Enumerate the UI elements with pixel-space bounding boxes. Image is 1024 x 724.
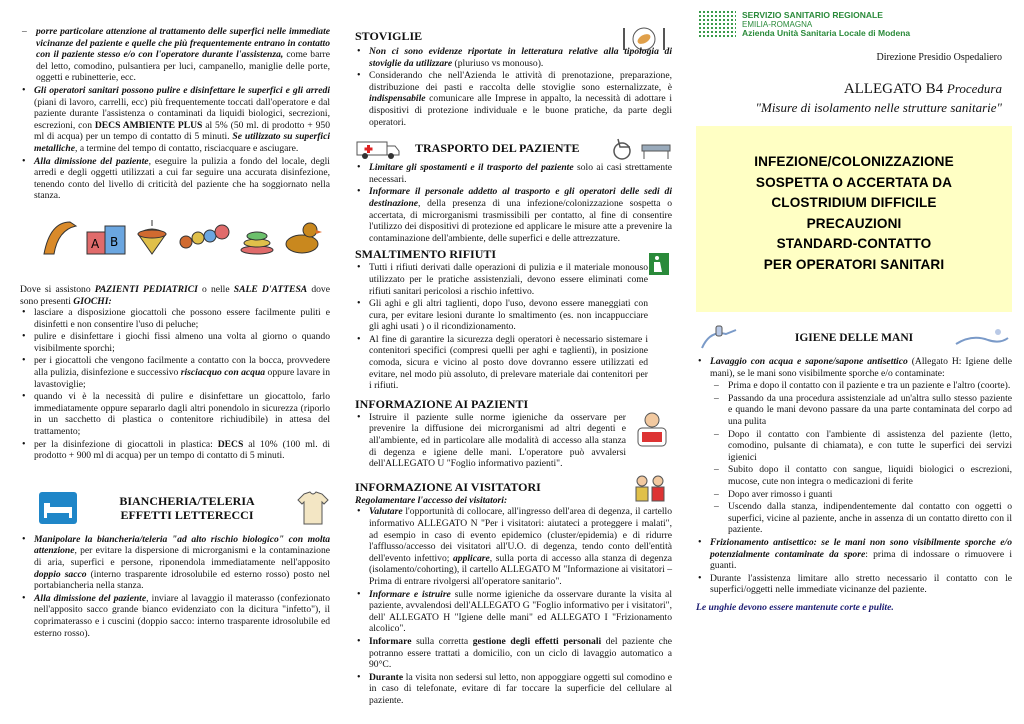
- toys-illustration: [40, 212, 322, 256]
- title-line: STANDARD-CONTATTO: [776, 236, 932, 251]
- list-item: • Lavaggio con acqua e sapone/sapone antisettico (Allegato H: Igiene delle mani), se le mani sono visibilmente sporche e/o contaminate:: [710, 356, 1012, 379]
- spinning-top-icon: [132, 216, 172, 256]
- stoviglie-title: STOVIGLIE: [355, 28, 423, 43]
- list-item: • Frizionamento antisettico: se le mani non sono visibilmente sporche e/o potenzialmente contaminate da spore: prima di indossare o rimuovere i guanti.: [710, 537, 1012, 572]
- frizionamento-list: [696, 537, 1012, 596]
- visitors-icon: [630, 473, 670, 503]
- svg-text:B: B: [110, 234, 119, 249]
- trasporto-header: [355, 134, 672, 162]
- biancheria-header: [38, 490, 330, 526]
- patient-in-bed-icon: [632, 410, 672, 452]
- list-item: • lasciare a disposizione giocattoli che possono essere facilmente puliti e disinfetti e non consentire l'uso di peluche;: [34, 307, 330, 330]
- info-pazienti-list: [355, 412, 672, 470]
- list-item: • Tutti i rifiuti derivati dalle operazioni di pulizia e il materiale monouso utilizzato per le pratiche assistenziali, devono essere eliminati come rifiuti sanitari pericolosi a rischio infettivo.: [369, 262, 648, 297]
- list-item: • pulire e disinfettare i giochi fissi almeno una volta al giorno o quando visibilmente sporchi;: [34, 331, 330, 354]
- list-item: – Subito dopo il contatto con sangue, liquidi biologici o escrezioni, mucose, cute non integra o medicazioni di ferite: [728, 464, 1012, 487]
- pediatric-intro: Dove si assistono PAZIENTI PEDIATRICI o nelle SALE D'ATTESA dove sono presenti GIOCHI:: [20, 283, 330, 307]
- blocks-toy-icon: [85, 216, 127, 256]
- lavaggio-list: [696, 356, 1012, 379]
- visitatori-list: [355, 506, 672, 706]
- direzione: Direzione Presidio Ospedaliero: [876, 52, 1002, 63]
- list-item: • Informare sulla corretta gestione degli effetti personali del paziente che potranno essere trattati a domicilio, con un ciclo di lavaggio automatico a 90°C.: [369, 636, 672, 671]
- top-dash-list: [20, 26, 330, 84]
- shirt-icon: [296, 490, 330, 526]
- caterpillar-toy-icon: [178, 216, 232, 256]
- footer-note: Le unghie devono essere mantenute corte e pulite.: [696, 601, 894, 613]
- list-item: • Informare e istruire sulle norme igieniche da osservare durante la visita al paziente, avvalendosi dell'ALLEGATO G "Foglio informativo per i visitatori", dell' ALLEGATO H "Igiene delle mani" ed ALLEGATO I "Frizionamento alcolico".: [369, 589, 672, 635]
- list-item: • Alla dimissione del paziente, eseguire la pulizia a fondo del locale, degli arredi e degli oggetti utilizzati a cui far seguire una accurata disinfezione, tenendo conto del livello di criticità del paziente che ha soggiornato nella stanza.: [34, 156, 330, 202]
- info-visitatori-title: INFORMAZIONE AI VISITATORI: [355, 480, 541, 495]
- list-item: • quando vi è la necessità di pulire e disinfettare un giocattolo, farlo immediatamente oppure separarlo dagli altri ponendolo in sicurezza (riporlo in un sacchetto di plastica o contenitore richiudibile) in attesa del trattamento;: [34, 391, 330, 437]
- toys-rules-list: [20, 307, 330, 462]
- smaltimento-list: [355, 262, 672, 392]
- stoviglie-list: [355, 46, 672, 128]
- smaltimento-header: [355, 247, 672, 262]
- column-right: [688, 0, 1024, 724]
- title-line: PRECAUZIONI: [806, 215, 902, 231]
- biancheria-list: [20, 534, 330, 639]
- hand-rub-icon: [696, 324, 756, 352]
- title-box: [696, 126, 1012, 312]
- igiene-header: [696, 324, 1012, 352]
- bed-icon: [38, 491, 78, 525]
- list-item: – Passando da una procedura assistenziale ad un'altra sullo stesso paziente e quando le mani devono passare da una parte contaminata del corpo ad una pulita: [728, 393, 1012, 428]
- trasporto-list: [355, 162, 672, 244]
- column-middle: [347, 0, 680, 724]
- list-item: – Uscendo dalla stanza, indipendentemente dal contatto con oggetti o superfici, vicine al paziente, anche in assenza di un contatto diretto con il paziente.: [728, 501, 1012, 536]
- stacking-rings-icon: [237, 216, 277, 256]
- slide-toy-icon: [40, 216, 80, 256]
- allegato-title: ALLEGATO B4 Procedura: [843, 81, 1002, 97]
- list-item: – Dopo aver rimosso i guanti: [728, 489, 1012, 501]
- list-item: • Al fine di garantire la sicurezza degli operatori è necessario sistemare i contenitori specifici (compresi quelli per aghi e taglienti), in posizione comoda, sicura e vicino al posto dove dovranno essere utilizzati ed evitare, nel modo più assoluto, di prelevare materiale dai contenitori per i rifiuti.: [369, 334, 648, 392]
- title-line: INFEZIONE/COLONIZZAZIONE: [754, 154, 954, 169]
- column-left: [0, 0, 340, 724]
- lavaggio-cases-list: [696, 380, 1012, 536]
- list-item: • Gli aghi e gli altri taglienti, dopo l'uso, devono essere maneggiati con cura, per evitare lesioni durante lo smaltimento (es. non incappucciare gli aghi usati ) o il ricondizionamento.: [369, 298, 648, 333]
- list-item: • Manipolare la biancheria/teleria "ad alto rischio biologico" con molta attenzione, per evitare la dispersione di microrganismi e la contaminazione di aria, superfici e persone, riponendola immediatamente nell'apposito doppio sacco (interno trasparente idrosolubile ed esterno rosso) posto nel portabiancheria nella stanza.: [34, 534, 330, 592]
- list-item: • Gli operatori sanitari possono pulire e disinfettare le superfici e gli arredi (piani di lavoro, carrelli, ecc) più frequentemente toccati dall'operatore e dal paziente durante l'assistenza o contaminati da liquidi biologici, secrezioni, escrezioni, con DECS AMBIENTE PLUS al 5% (50 ml. di prodotto + 950 ml di acqua) per un tempo di contatto di 5 minuti. Se utilizzato su superfici metalliche, a termine del tempo di contatto, risciacquare e asciugare.: [34, 85, 330, 155]
- logo-mark-icon: [698, 10, 736, 38]
- list-item: • per la disinfezione di giocattoli in plastica: DECS al 10% (100 ml. di prodotto + 900 ml di acqua) per un tempo di contatto di 5 minuti.: [34, 439, 330, 462]
- info-pazienti-title: INFORMAZIONE AI PAZIENTI: [355, 396, 529, 411]
- info-pazienti-header: [355, 397, 672, 412]
- list-item: – Dopo il contatto con l'ambiente di assistenza del paziente (letto, comodino, pulsante di chiamata), e con tutte le superfici dei servizi igienici: [728, 429, 1012, 464]
- cleaning-list: [20, 85, 330, 202]
- visitatori-subtitle: Regolamentare l'accesso dei visitatori:: [355, 494, 508, 506]
- waste-bin-icon: [648, 252, 670, 276]
- list-item: • Informare il personale addetto al trasporto e gli operatori delle sedi di destinazione, della presenza di una infezione/colonizzazione sospetta o accertata, di microrganismi trasmissibili per contatto, al fine di consentire l'utilizzo dei dispositivi di protezione ed applicare le misure atte a prevenire la contaminazione dell'ambiente, delle superfici e delle attrezzature.: [369, 186, 672, 244]
- trasporto-title: TRASPORTO DEL PAZIENTE: [415, 140, 580, 155]
- logo: SERVIZIO SANITARIO REGIONALE EMILIA-ROMAGNA Azienda Unità Sanitaria Locale di Modena: [698, 10, 1012, 38]
- list-item: • Istruire il paziente sulle norme igieniche da osservare per prevenire la diffusione dei microrganismi ad altri degenti e all'ambiente, ed in particolare alle modalità di accesso alla stanza di degenza e igiene delle mani. L'operatore può avvalersi dell'ALLEGATO U "Foglio informativo pazienti".: [369, 412, 626, 470]
- title-line: PER OPERATORI SANITARI: [763, 256, 945, 272]
- list-item: • per i giocattoli che vengono facilmente a contatto con la bocca, provvedere alla pulizia, disinfezione e successivo risciacquo con acqua oppure lavare in lavastoviglie;: [34, 355, 330, 390]
- wheelchair-bed-icon: [610, 135, 672, 161]
- hand-wash-icon: [952, 324, 1012, 352]
- procedura-name: "Misure di isolamento nelle strutture sanitarie": [755, 100, 1002, 115]
- svg-text:A: A: [91, 236, 100, 251]
- duck-toy-icon: [282, 216, 322, 256]
- list-item: – Prima e dopo il contatto con il paziente e tra un paziente e l'altro (coorte).: [728, 380, 1012, 392]
- smaltimento-block: [355, 262, 672, 392]
- list-item: – porre particolare attenzione al trattamento delle superfici nelle immediate vicinanze del paziente e quelle che più frequentemente entrano in contatto con il paziente stesso e/o con l'operatore durante l'assistenza, come barre del letto, comodino, pulsantiera per luci, campanello, maniglie delle porte, oggetti e rubinetterie, ecc.: [36, 26, 330, 84]
- list-item: • Limitare gli spostamenti e il trasporto del paziente solo ai casi strettamente necessari.: [369, 162, 672, 185]
- list-item: • Durante la visita non sedersi sul letto, non appoggiare oggetti sul comodino e in caso di telefonate, evitare di far toccare la superficie del cellulare al paziente.: [369, 672, 672, 707]
- ambulance-icon: [355, 136, 403, 160]
- list-item: • Non ci sono evidenze riportate in letteratura relative alla tipologia di stoviglie da utilizzare (pluriuso vs monouso).: [369, 46, 672, 69]
- list-item: • Considerando che nell'Azienda le attività di prenotazione, preparazione, distribuzione dei pasti e raccolta delle stoviglie sono esternalizzate, è indispensabile comunicare alle Imprese in appalto, la necessità di adottare i dispositivi di protezione individuale e le buone pratiche, da parte degli operatori.: [369, 70, 672, 128]
- biancheria-title: BIANCHERIA/TELERIA EFFETTI LETTERECCI: [119, 493, 255, 522]
- smaltimento-title: SMALTIMENTO RIFIUTI: [355, 247, 497, 262]
- title-line: SOSPETTA O ACCERTATA DA: [755, 174, 953, 190]
- igiene-title: IGIENE DELLE MANI: [794, 332, 914, 344]
- list-item: • Durante l'assistenza limitare allo stretto necessario il contatto con le superfici/oggetti nelle immediate vicinanze del paziente.: [710, 573, 1012, 596]
- stoviglie-header: [355, 26, 672, 46]
- list-item: • Alla dimissione del paziente, inviare al lavaggio il materasso (confezionato nell'apposito sacco grande bianco evidenziato con la dicitura "infetto"), il coprimaterasso e i cuscini (doppio sacco: interno trasparente idrosolubile ed esterno rosso).: [34, 593, 330, 639]
- list-item: • Valutare l'opportunità di collocare, all'ingresso dell'area di degenza, il cartello informativo ALLEGATO N "Per i visitatori: aiutateci a proteggere i malati", ad esempio in caso di evento epidemico (cluster/epidemia) e di ridurre l'afflusso/accesso dei visitatori all'U.O. di degenza, tendo conto dell'entità dell'evento infettivo; applicare, sulla porta di accesso alla stanza di degenza (isolamento/cohorting), il cartello ALLEGATO M "Informazione ai visitatori – Prima di entrare rivolgersi all'operatore sanitario".: [369, 506, 672, 587]
- title-line: CLOSTRIDIUM DIFFICILE: [771, 195, 937, 210]
